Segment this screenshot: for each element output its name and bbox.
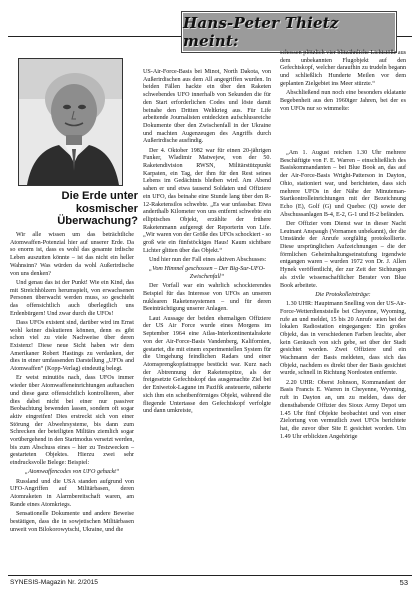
subheading: Die Protokolleinträge: (315, 291, 371, 298)
paragraph: Dass UFOs existent sind, darüber wird im Ernst wohl keiner diskutieren können, denn es gibt schon viel zu viele Nachweise über deren Existenz! Diese neue Sicht haben wir dem Amerikaner Robert Hastings zu verdanken, der dies in einer umfassenden Darstellung „UFOs and Atomwaffen“ (Kopp-Verlag) eindeutig belegt. (10, 319, 134, 373)
subheading-quote: „Atomwaffencodes von UFO gehackt“ (24, 469, 120, 476)
paragraph: Und hier nun der Fall eines aktiven Abschusses: (149, 257, 267, 264)
text-column-1 (10, 232, 134, 536)
text-column-2 (143, 69, 271, 418)
paragraph: Laut Aussage der beiden ehemaligen Offiziere der US Air Force wurde eines Morgens im September 1964 eine Atlas-Interkontinentalrakete von der Air-Force-Basis Vandenberg, Kalifornien, gestartet, die mit einem experimentellen System für die Umgehung feindlichen Radars und einer Atomsprengkopfattrappe bestückt war. Kurz nach der Abtrennung der Raketenspitze, als der freigesetzte Gefechtskopf das ausgemachte Ziel bei der Eniwetok-Lagune im Pazifik ansteuerte, näherte sich ihm ein scheibenförmiges Objekt, während die fliegende Untertasse den Gefechtskopf verfolgte und dann umkreiste, (143, 315, 271, 415)
text-column-3-top (280, 50, 406, 115)
paragraph: Der 4. Oktober 1982 war für einen 20-jährigen Funker, Wladimir Matwejew, von der 50. Raketendivision RWSN, Militärstützpunkt Karpaten, ein Tag, der ihm für den Rest seines Lebens im Gedächtnis bleiben wird. Am Abend sahen er und etwa tausend Soldaten und Offiziere ein UFO, das beinahe eine Stunde lang über den R-12-Raketensilos schwebte. „Es war unfassbar. Etwa anderthalb Kilometer von uns entfernt schwebte ein elliptisches Objekt, erzählte der frühere Raketenmann aufgeregt der Reporterin von Life. „Wir waren von der Größe des UFOs schockiert - so groß wie ein fünfstöckiges Haus! Kaum sichtbare Lichter glitten über das Objekt.“ (143, 147, 271, 254)
paragraph: „Am 1. August reichen 1.30 Uhr mehrere Beschäftigte von F. E. Warren – einschließlich des Basiskommandanten – bei Blue Book an, das auf der Air-Force-Basis Wright-Patterson in Dayton, Ohio, stationiert war, und berichteten, dass sich mehrere UFOs in der Nähe der Minuteman-Startkontrolleinrichtungen mit der Bezeichnung Echo (E), Golf (G) und Quebec (Q) sowie der Abschussanlagen B-4, E-2, G-1 und H-2 befänden. (280, 150, 406, 218)
paragraph: Abschließend nun noch eine besonders eklatante Begebenheit aus den 1960iger Jahren, bei der es von UFOs nur so wimmelte: (280, 90, 406, 112)
paragraph: Der Offizier vom Dienst war in dieser Nacht Leutnant Anspaugh (Vornamen unbekannt), der die Umstände der Anrufe sorgfältig protokollierte. Diese ursprünglichen Aufzeichnungen – die der förmlichen Geheimhaltungseinstufung irgendwie entgangen waren – wurden 1972 von Dr. J. Allen Hynek veröffentlicht, der zur Zeit der Sichtungen als zivile wissenschaftlicher Berater von Blue Book arbeitete. (280, 220, 406, 289)
portrait-image (19, 59, 122, 185)
magazine-issue: SYNESIS-Magazin Nr. 2/2015 (10, 579, 98, 586)
page-number: 53 (399, 578, 408, 587)
footer-rule (8, 575, 412, 576)
paragraph: US-Air-Force-Basis bei Minot, North Dakota, von Außerirdischen aus dem All angegriffen wurden. In beiden Fällen hackte ein über den Raketen schwebendes UFO innerhalb von Sekunden die für den Start erforderlichen Codes und löste damit beinahe den Dritten Weltkrieg aus. Für Life arbeitende Journalisten entdeckten aufschlussreiche Dokumente über den Zwischenfall in der Ukraine und machten Augenzeugen des Angriffs durch Außerirdische ausfindig. (143, 69, 271, 145)
paragraph: schossen plötzlich vier blitzähnliche Lichtstöße aus dem unbekannten Flugobjekt auf den Gefechtskopf, welcher daraufhin zu trudeln begann und schließlich Hunderte Meilen vor dem geplanten Zielgebiet ins Meer stürzte.“ (280, 50, 406, 87)
banner-title: Hans-Peter Thietz meint: (183, 14, 339, 50)
paragraph: Und genau das ist der Punkt! Wie ein Kind, das mit Streichhölzern herumspielt, von erwachsenen Personen überwacht werden muss, so geschieht das offensichtlich auch überlegtlich uns Erdenbürgern! Und zwar durch die UFOs! (10, 279, 134, 317)
header-banner (182, 12, 396, 52)
paragraph: Sensationelle Dokumente und andere Beweise bestätigen, dass die in sowjetischen Militärbasen unweit von Bilokorowytschi, Ukraine, und die (10, 511, 134, 533)
paragraph: 1.30 UHR: Hauptmann Snelling von der US-Air-Force-Wetterdienststelle bei Cheyenne, Wyoming, rufe an und meldet, 15 bis 20 Anrufe seien bei der lokalen Radiostation eingegangen: Ein großes Objekt, das in verschiedenen Farben leuchte, aber kein Geräusch von sich gebe, sei über der Stadt gesichtet worden. Zwei Offiziere und ein Wachmann der Basis meldeten, dass sich das Objekt, nachdem es direkt über der Basis gesichtet wurde, schnell in Richtung Nordosten entfernte. (280, 301, 406, 377)
article-headline: Die Erde unter kosmischer Überwachung? (57, 190, 138, 228)
subheading-quote: „Vom Himmel geschossen – Der Big-Sur-UFO-Zwischenfall“ (148, 266, 266, 281)
paragraph: 2.20 UHR: Oberst Johnson, Kommandant der Basis Francis E. Warren in Cheyenne, Wyoming, ruft in Dayton an, um zu melden, dass der diensthabende Offizier des Sioux Army Depot um 1.45 Uhr fünf Objekte beobachtet und von einer Zielortung von vermutlich zwei UFOs berichtete hat, die zuvor über Site E gesichtet worden. Um 1.49 Uhr erblickten Angehörige (280, 379, 406, 440)
paragraph: Der Vorfall war ein wahrlich schockierendes Beispiel für das Interesse von UFOs an unseren nuklearen Raketensystemen – und für deren Beeinträchtigung unserer Anlagen. (143, 283, 271, 313)
paragraph: Er weist minutiös nach, dass UFOs immer wieder über Atomwaffeneinrichtungen auftauchen und diese ganz offensichtlich kontrollieren, aber dies dabei nicht bei einer nur passiver Beobachtung bewenden lassen, sondern oft sogar aktiv eingreifen! Dies erstreckt sich von einer Störung der Abwehrsysteme, bis dann zum Schrecken der beteiligten Militärs ziemlich sogar vorübergehend in den Startmodus versetzt werden, bis zum Abschuss eines – hier zu Testzwecken – gestarteten Objektes. Hierzu zwei sehr eindrucksvolle Belege: Beispiel: (10, 375, 134, 467)
author-portrait (18, 58, 123, 186)
paragraph: Wir alle wissen um das beträchtliche Atomwaffen-Potenzial hier auf unserer Erde. Da so enorm ist, dass es wohl das gesamte irdische Leben auszutten könnte – ist das nicht ein heller Wahnsinn? Was würden da wohl Außerirdische von uns denken? (10, 232, 134, 277)
text-column-3 (280, 150, 406, 443)
paragraph: Russland und die USA standen aufgrund von UFO-Angriffen auf Militärbasen, deren Atomraketen in Alarmbereitschaft waren, am Rande eines Atomkriegs. (10, 478, 134, 508)
